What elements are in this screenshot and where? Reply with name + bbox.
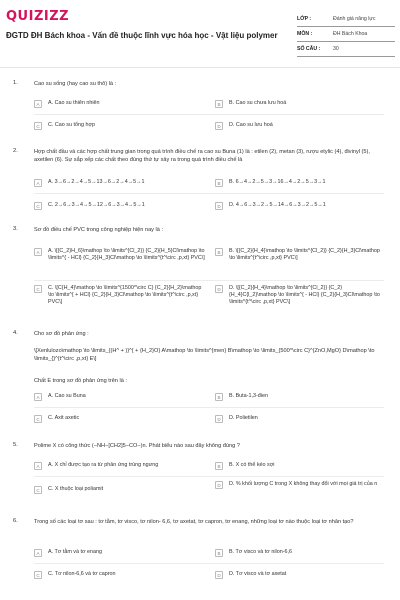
option-letter: C <box>34 285 42 293</box>
option-letter: C <box>34 122 42 130</box>
option-a[interactable] <box>34 393 184 401</box>
option-a[interactable] <box>34 462 204 470</box>
option-d[interactable] <box>215 285 387 306</box>
option-letter: B <box>215 393 223 401</box>
option-c[interactable] <box>34 285 206 306</box>
question-6 <box>0 518 400 593</box>
meta-row-class <box>297 12 395 27</box>
option-text: B. Tơ visco và tơ nilon-6,6 <box>229 549 292 555</box>
option-text: B. \[{C_2}{H_4}\mathop \to \limits^{Cl_2}} {C_2}{H_3}Cl\mathop \to \limits^{t^\circ ,p,xt} PVC\] <box>229 248 380 261</box>
option-letter: B <box>215 179 223 187</box>
option-letter: B <box>215 248 223 256</box>
option-separator <box>34 280 384 281</box>
meta-value: Đánh giá năng lực <box>333 16 376 22</box>
question-number: 3. <box>13 226 18 232</box>
option-letter: A <box>34 462 42 470</box>
option-d[interactable] <box>215 202 385 210</box>
option-text: D. Cao su lưu hoá <box>229 122 273 128</box>
option-c[interactable] <box>34 122 184 130</box>
option-letter: B <box>215 549 223 557</box>
option-d[interactable] <box>215 481 385 489</box>
meta-row-subject <box>297 27 395 42</box>
option-text: A. X chỉ được tạo ra từ phản ứng trùng ngưng <box>48 462 159 468</box>
question-text: Polime X có công thức (−NH−[CH2]5−CO−)n. Phát biểu nào sau đây không đúng ? <box>34 443 240 449</box>
option-text: A. Cao su Buna <box>48 393 86 399</box>
question-number: 4. <box>13 330 18 336</box>
option-text: C. \[C{H_4}\mathop \to \limits^{1500^\circ C} {C_2}{H_2}\mathop \to \limits^{ + HCl} {C_2}{H_3}Cl\mathop \to \limits^{t^\circ ,p,xt} PVC\] <box>48 285 202 305</box>
meta-row-count <box>297 42 395 57</box>
option-separator <box>34 476 384 477</box>
option-letter: A <box>34 179 42 187</box>
question-text: Sơ đồ điều chế PVC trong công nghiệp hiện nay là : <box>34 227 163 233</box>
option-text: A. \[{C_2}H_6}\mathop \to \limits^{Cl_2}} {C_2}{H_5}Cl\mathop \to \limits^{ - HCl} {C_2}{H_3}Cl\mathop \to \limits^{t^\circ ,p,xt} PVC\] <box>48 248 205 261</box>
option-d[interactable] <box>215 571 365 579</box>
option-separator <box>34 193 384 194</box>
option-text: A. Tơ tằm và tơ enang <box>48 549 103 555</box>
option-a[interactable] <box>34 179 204 187</box>
option-a[interactable] <box>34 549 184 557</box>
meta-value: 30 <box>333 46 339 52</box>
question-number: 6. <box>13 518 18 524</box>
question-text: Cho sơ đồ phản ứng : <box>34 331 89 337</box>
option-separator <box>34 563 384 564</box>
option-d[interactable] <box>215 122 365 130</box>
option-d[interactable] <box>215 415 365 423</box>
option-letter: A <box>34 393 42 401</box>
header-divider <box>0 67 400 68</box>
option-text: A. 3→6→2→4→5→13→6→2→4→5→1 <box>48 179 145 185</box>
option-text: D. 4→6→3→2→5→14→6→3→2→5→1 <box>229 202 326 208</box>
option-b[interactable] <box>215 100 365 108</box>
option-b[interactable] <box>215 393 365 401</box>
question-4 <box>0 330 400 435</box>
meta-label: MÔN : <box>297 31 313 37</box>
option-letter: D <box>215 122 223 130</box>
option-letter: C <box>34 486 42 494</box>
question-1 <box>0 80 400 140</box>
option-letter: C <box>34 202 42 210</box>
option-b[interactable] <box>215 179 385 187</box>
option-letter: A <box>34 549 42 557</box>
option-c[interactable] <box>34 571 184 579</box>
option-text: B. Cao su chưa lưu hoá <box>229 100 287 106</box>
option-text: C. X thuộc loại poliamit <box>48 486 104 492</box>
option-a[interactable] <box>34 248 206 262</box>
option-letter: D <box>215 571 223 579</box>
option-letter: C <box>34 571 42 579</box>
option-letter: A <box>34 100 42 108</box>
option-text: C. Cao su tổng hợp <box>48 122 95 128</box>
reaction-formula: \[Xenlulozo\mathop \to \limits_{(H^ + )}^{ + {H_2}O} A\mathop \to \limits^{men} B\mathop \to \limits_{500^\circ C}^{ZnO,MgO} D\mathop \to \limits_{}^{t^\circ ,p,xt} E\] <box>34 348 375 362</box>
question-3 <box>0 226 400 326</box>
option-text: C. Tơ nilon-6,6 và tơ capron <box>48 571 116 577</box>
option-letter: B <box>215 100 223 108</box>
option-text: B. 6→4→2→5→3→16→4→2→5→3→1 <box>229 179 326 185</box>
option-b[interactable] <box>215 248 387 262</box>
question-text: Trong số các loại tơ sau : tơ tằm, tơ visco, tơ nilon- 6,6, tơ axetat, tơ capron, tơ enang, những loại tơ nào thuộc loại tơ nhân tạo? <box>34 519 354 525</box>
question-text: Cao su sống (hay cao su thô) là : <box>34 81 117 87</box>
meta-value: ĐH Bách Khoa <box>333 31 368 37</box>
option-letter: D <box>215 202 223 210</box>
option-letter: A <box>34 248 42 256</box>
question-number: 1. <box>13 80 18 86</box>
option-text: D. \[{C_2}{H_4}\mathop \to \limits^{Cl_2}} {C_2}{H_4}C{l_2}\mathop \to \limits^{ - HCl} {C_2}{H_3}Cl\mathop \to \limits^{t^\circ ,p,xt} PVC\] <box>229 285 380 305</box>
option-separator <box>34 114 384 115</box>
document-header <box>0 0 400 64</box>
option-c[interactable] <box>34 202 204 210</box>
option-letter: D <box>215 285 223 293</box>
option-b[interactable] <box>215 462 385 470</box>
option-text: C. 2→6→3→4→5→12→6→3→4→5→1 <box>48 202 145 208</box>
meta-label: LỚP : <box>297 16 312 22</box>
option-c[interactable] <box>34 415 184 423</box>
option-text: D. % khối lượng C trong X không thay đổi với mọi giá trị của n <box>229 481 378 487</box>
option-text: A. Cao su thiên nhiên <box>48 100 100 106</box>
option-text: D. Polietilen <box>229 415 258 421</box>
option-text: D. Tơ visco và tơ axetat <box>229 571 287 577</box>
question-number: 5. <box>13 442 18 448</box>
option-c[interactable] <box>34 486 204 494</box>
option-a[interactable] <box>34 100 184 108</box>
page-title: ĐGTD ĐH Bách khoa - Vấn đề thuộc lĩnh vực hóa học - Vật liệu polymer <box>6 31 278 40</box>
question-text: Hợp chất đầu và các hợp chất trung gian trong quá trình điều chế ra cao su Buna (1) là : etilen (2), metan (3), rượu etylic (4), đivinyl (5), axetilen (6). Sự sắp xếp các chất theo đúng thứ tự xảy ra trong quá trình điều chế là <box>34 149 370 163</box>
meta-label: SỐ CÂU : <box>297 46 321 52</box>
question-2 <box>0 148 400 218</box>
option-letter: B <box>215 462 223 470</box>
question-5 <box>0 442 400 512</box>
option-text: B. X có thể kéo sợi <box>229 462 275 468</box>
option-b[interactable] <box>215 549 365 557</box>
option-separator <box>34 407 384 408</box>
option-text: C. Axit axetic <box>48 415 80 421</box>
option-letter: D <box>215 415 223 423</box>
question-subtext: Chất E trong sơ đồ phản ứng trên là : <box>34 378 127 384</box>
meta-table <box>297 12 395 57</box>
option-text: B. Buta-1,3-đien <box>229 393 268 399</box>
quizizz-logo: QUIZIZZ <box>6 9 70 24</box>
option-letter: C <box>34 415 42 423</box>
option-letter: D <box>215 481 223 489</box>
question-number: 2. <box>13 148 18 154</box>
